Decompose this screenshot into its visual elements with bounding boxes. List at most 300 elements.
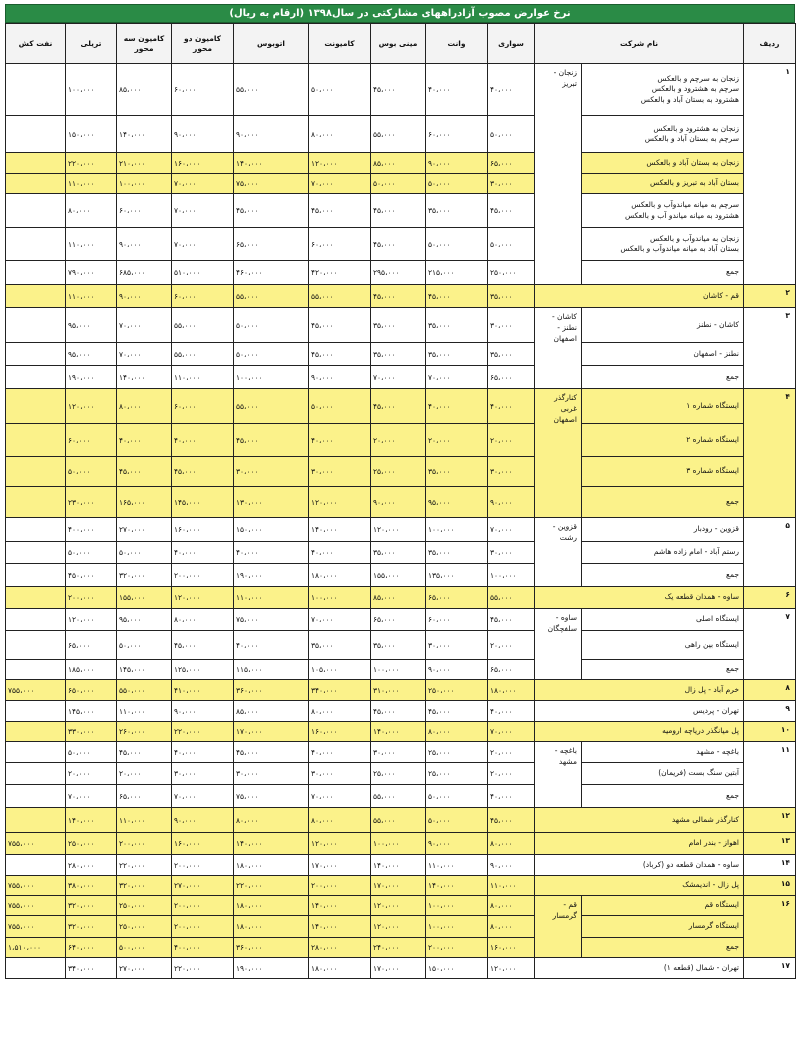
cell-truck: ۷۰،۰۰۰	[309, 785, 371, 808]
cell-truck: ۳۰،۰۰۰	[309, 457, 371, 487]
cell-truck3: ۸۰،۰۰۰	[117, 389, 172, 424]
header-company: نام شرکت	[535, 24, 744, 64]
cell-trailer: ۱۴۵،۰۰۰	[66, 701, 117, 722]
cell-van: ۱۱۰،۰۰۰	[426, 855, 488, 876]
table-row	[6, 261, 796, 285]
cell-trailer: ۳۸۰،۰۰۰	[66, 876, 117, 896]
cell-truck3: ۶۰،۰۰۰	[117, 194, 172, 228]
table-row	[6, 938, 796, 958]
cell-truck3: ۱۱۰،۰۰۰	[117, 808, 172, 833]
cell-sedan: ۳۵،۰۰۰	[488, 285, 535, 308]
cell-truck: ۴۰،۰۰۰	[309, 424, 371, 457]
cell-sedan: ۸۰،۰۰۰	[488, 916, 535, 938]
cell-trailer: ۷۹۰،۰۰۰	[66, 261, 117, 285]
cell-sedan: ۹۰،۰۰۰	[488, 487, 535, 518]
cell-truck3: ۱۶۵،۰۰۰	[117, 487, 172, 518]
cell-total-cost	[6, 958, 66, 979]
cell-truck: ۹۰،۰۰۰	[309, 366, 371, 389]
cell-bus: ۱۹۰،۰۰۰	[234, 958, 309, 979]
header-total-cost: نفت کش	[6, 24, 66, 64]
cell-minibus: ۱۲۰،۰۰۰	[371, 916, 426, 938]
cell-trailer: ۵۰،۰۰۰	[66, 742, 117, 763]
cell-van: ۴۰،۰۰۰	[426, 64, 488, 116]
cell-bus: ۳۶۰،۰۰۰	[234, 938, 309, 958]
table-row	[6, 609, 796, 631]
cell-van: ۳۰،۰۰۰	[426, 631, 488, 660]
cell-bus: ۱۷۰،۰۰۰	[234, 722, 309, 742]
cell-truck: ۱۰۰،۰۰۰	[309, 587, 371, 609]
cell-bus: ۱۱۵،۰۰۰	[234, 660, 309, 680]
cell-sedan: ۲۰،۰۰۰	[488, 763, 535, 785]
header-minibus: مینی بوس	[371, 24, 426, 64]
cell-bus: ۱۴۰،۰۰۰	[234, 833, 309, 855]
cell-truck3: ۵۰،۰۰۰	[117, 631, 172, 660]
cell-truck2: ۶۰،۰۰۰	[172, 285, 234, 308]
cell-truck2: ۳۰،۰۰۰	[172, 763, 234, 785]
cell-radif: ۱۶	[744, 896, 796, 958]
cell-minibus: ۱۴۰،۰۰۰	[371, 722, 426, 742]
cell-sedan: ۳۵،۰۰۰	[488, 343, 535, 366]
cell-truck2: ۹۰،۰۰۰	[172, 701, 234, 722]
cell-truck: ۱۴۰،۰۰۰	[309, 916, 371, 938]
table-row	[6, 722, 796, 742]
cell-trailer: ۱۱۰،۰۰۰	[66, 174, 117, 194]
cell-group: زنجان - تبریز	[535, 64, 582, 285]
cell-truck3: ۱۴۰،۰۰۰	[117, 366, 172, 389]
table-row	[6, 808, 796, 833]
cell-van: ۳۵،۰۰۰	[426, 457, 488, 487]
cell-van: ۱۴۰،۰۰۰	[426, 876, 488, 896]
cell-bus: ۶۵،۰۰۰	[234, 228, 309, 261]
table-row	[6, 343, 796, 366]
cell-trailer: ۶۴۰،۰۰۰	[66, 938, 117, 958]
cell-sedan: ۶۵،۰۰۰	[488, 660, 535, 680]
header-truck: کامیونت	[309, 24, 371, 64]
cell-total-cost	[6, 64, 66, 116]
cell-truck2: ۸۰،۰۰۰	[172, 609, 234, 631]
cell-minibus: ۱۲۰،۰۰۰	[371, 518, 426, 542]
cell-truck: ۱۲۰،۰۰۰	[309, 153, 371, 174]
cell-truck2: ۴۵،۰۰۰	[172, 457, 234, 487]
cell-total-cost	[6, 701, 66, 722]
cell-total-cost	[6, 153, 66, 174]
cell-truck2: ۱۶۰،۰۰۰	[172, 518, 234, 542]
cell-bus: ۵۰،۰۰۰	[234, 308, 309, 343]
cell-truck3: ۶۸۵،۰۰۰	[117, 261, 172, 285]
cell-van: ۲۰،۰۰۰	[426, 424, 488, 457]
cell-total-cost	[6, 228, 66, 261]
cell-trailer: ۸۰،۰۰۰	[66, 194, 117, 228]
table-row	[6, 855, 796, 876]
cell-truck: ۴۵،۰۰۰	[309, 194, 371, 228]
cell-truck2: ۴۰،۰۰۰	[172, 742, 234, 763]
cell-truck3: ۲۰۰،۰۰۰	[117, 833, 172, 855]
cell-van: ۱۵۰،۰۰۰	[426, 958, 488, 979]
cell-truck: ۱۸۰،۰۰۰	[309, 958, 371, 979]
cell-group: قزوین - رشت	[535, 518, 582, 587]
table-row	[6, 228, 796, 261]
cell-company: ایستگاه شماره ۳	[582, 457, 744, 487]
cell-van: ۲۵۰،۰۰۰	[426, 680, 488, 701]
cell-sedan: ۱۶۰،۰۰۰	[488, 938, 535, 958]
cell-company: کنارگذر شمالی مشهد	[535, 808, 744, 833]
cell-company: زنجان به هشترود و بالعکس سرچم به بستان آباد و بالعکس	[582, 116, 744, 153]
cell-van: ۶۰،۰۰۰	[426, 609, 488, 631]
cell-total-cost	[6, 808, 66, 833]
cell-van: ۱۰۰،۰۰۰	[426, 916, 488, 938]
cell-minibus: ۴۵،۰۰۰	[371, 194, 426, 228]
cell-truck3: ۲۵۰،۰۰۰	[117, 916, 172, 938]
cell-company: رستم آباد - امام زاده هاشم	[582, 542, 744, 564]
table-row	[6, 174, 796, 194]
cell-truck2: ۵۵،۰۰۰	[172, 343, 234, 366]
cell-truck: ۱۲۰،۰۰۰	[309, 487, 371, 518]
cell-bus: ۵۵،۰۰۰	[234, 285, 309, 308]
table-row	[6, 587, 796, 609]
cell-sedan: ۵۵،۰۰۰	[488, 587, 535, 609]
cell-truck: ۴۰،۰۰۰	[309, 542, 371, 564]
cell-truck3: ۲۱۰،۰۰۰	[117, 153, 172, 174]
table-header-row	[6, 24, 796, 64]
cell-bus: ۲۲۰،۰۰۰	[234, 876, 309, 896]
cell-truck2: ۷۰،۰۰۰	[172, 174, 234, 194]
cell-van: ۶۰،۰۰۰	[426, 116, 488, 153]
cell-total-cost	[6, 285, 66, 308]
cell-van: ۳۵،۰۰۰	[426, 542, 488, 564]
cell-total-cost	[6, 424, 66, 457]
cell-sedan: ۲۵۰،۰۰۰	[488, 261, 535, 285]
table-row	[6, 389, 796, 424]
cell-total-cost: ۷۵۵،۰۰۰	[6, 896, 66, 916]
cell-bus: ۳۶۰،۰۰۰	[234, 680, 309, 701]
cell-minibus: ۲۰،۰۰۰	[371, 424, 426, 457]
cell-minibus: ۲۵،۰۰۰	[371, 457, 426, 487]
cell-trailer: ۴۰۰،۰۰۰	[66, 518, 117, 542]
table-row	[6, 542, 796, 564]
cell-sedan: ۸۰،۰۰۰	[488, 896, 535, 916]
cell-minibus: ۳۵،۰۰۰	[371, 343, 426, 366]
cell-company: ساوه - همدان قطعه دو (کرباد)	[535, 855, 744, 876]
cell-trailer: ۱۱۰،۰۰۰	[66, 228, 117, 261]
cell-sedan: ۴۵،۰۰۰	[488, 609, 535, 631]
cell-truck2: ۶۰،۰۰۰	[172, 389, 234, 424]
cell-van: ۵۰،۰۰۰	[426, 174, 488, 194]
cell-group: قم - گرمسار	[535, 896, 582, 958]
cell-bus: ۸۵،۰۰۰	[234, 701, 309, 722]
cell-truck3: ۳۲۰،۰۰۰	[117, 876, 172, 896]
cell-company: خرم آباد - پل زال	[535, 680, 744, 701]
cell-company: پل زال - اندیمشک	[535, 876, 744, 896]
cell-truck2: ۲۰۰،۰۰۰	[172, 916, 234, 938]
cell-trailer: ۱۱۰،۰۰۰	[66, 285, 117, 308]
cell-sedan: ۶۵،۰۰۰	[488, 153, 535, 174]
cell-van: ۲۱۵،۰۰۰	[426, 261, 488, 285]
cell-total-cost	[6, 366, 66, 389]
cell-total-cost: ۷۵۵،۰۰۰	[6, 916, 66, 938]
cell-sedan: ۸۰،۰۰۰	[488, 833, 535, 855]
cell-trailer: ۹۵،۰۰۰	[66, 343, 117, 366]
cell-minibus: ۲۹۵،۰۰۰	[371, 261, 426, 285]
cell-truck2: ۴۰۰،۰۰۰	[172, 938, 234, 958]
cell-total-cost	[6, 487, 66, 518]
cell-bus: ۱۸۰،۰۰۰	[234, 916, 309, 938]
cell-van: ۴۵،۰۰۰	[426, 285, 488, 308]
cell-truck3: ۴۵،۰۰۰	[117, 742, 172, 763]
cell-total-cost	[6, 261, 66, 285]
cell-company: جمع	[582, 660, 744, 680]
cell-trailer: ۳۳۰،۰۰۰	[66, 722, 117, 742]
cell-truck3: ۹۰،۰۰۰	[117, 228, 172, 261]
cell-trailer: ۵۰،۰۰۰	[66, 542, 117, 564]
cell-sedan: ۷۰،۰۰۰	[488, 518, 535, 542]
cell-radif: ۱۰	[744, 722, 796, 742]
cell-company: ایستگاه شماره ۱	[582, 389, 744, 424]
cell-van: ۴۵،۰۰۰	[426, 701, 488, 722]
cell-truck: ۴۲۰،۰۰۰	[309, 261, 371, 285]
cell-sedan: ۱۸۰،۰۰۰	[488, 680, 535, 701]
cell-truck: ۸۰،۰۰۰	[309, 701, 371, 722]
cell-minibus: ۳۵،۰۰۰	[371, 631, 426, 660]
cell-radif: ۳	[744, 308, 796, 389]
cell-company: تهران - پردیس	[535, 701, 744, 722]
cell-truck3: ۱۰۰،۰۰۰	[117, 174, 172, 194]
cell-total-cost: ۷۵۵،۰۰۰	[6, 680, 66, 701]
cell-sedan: ۴۵،۰۰۰	[488, 194, 535, 228]
cell-van: ۹۵،۰۰۰	[426, 487, 488, 518]
cell-trailer: ۱۴۰،۰۰۰	[66, 808, 117, 833]
table-row	[6, 916, 796, 938]
cell-minibus: ۹۰،۰۰۰	[371, 487, 426, 518]
cell-radif: ۷	[744, 609, 796, 680]
cell-truck3: ۷۰،۰۰۰	[117, 343, 172, 366]
tariff-table	[5, 23, 796, 979]
cell-radif: ۶	[744, 587, 796, 609]
cell-minibus: ۵۵،۰۰۰	[371, 785, 426, 808]
cell-sedan: ۳۰،۰۰۰	[488, 308, 535, 343]
cell-truck2: ۲۲۰،۰۰۰	[172, 958, 234, 979]
cell-van: ۹۰،۰۰۰	[426, 153, 488, 174]
cell-radif: ۱۵	[744, 876, 796, 896]
document-title: نرخ عوارض مصوب آزادراههای مشارکتی در سال۱۳۹۸ (ارقام به ریال)	[5, 4, 795, 23]
cell-truck2: ۵۵،۰۰۰	[172, 308, 234, 343]
cell-minibus: ۴۵،۰۰۰	[371, 285, 426, 308]
cell-van: ۱۰۰،۰۰۰	[426, 518, 488, 542]
cell-truck3: ۱۴۵،۰۰۰	[117, 660, 172, 680]
cell-truck3: ۴۵،۰۰۰	[117, 457, 172, 487]
cell-truck3: ۲۲۰،۰۰۰	[117, 855, 172, 876]
cell-sedan: ۱۰۰،۰۰۰	[488, 564, 535, 587]
cell-sedan: ۲۰،۰۰۰	[488, 424, 535, 457]
table-row	[6, 424, 796, 457]
header-van: وانت	[426, 24, 488, 64]
cell-minibus: ۳۱۰،۰۰۰	[371, 680, 426, 701]
cell-sedan: ۷۰،۰۰۰	[488, 722, 535, 742]
cell-minibus: ۳۵،۰۰۰	[371, 308, 426, 343]
cell-group: باغچه - مشهد	[535, 742, 582, 808]
cell-truck3: ۹۰،۰۰۰	[117, 285, 172, 308]
table-row	[6, 487, 796, 518]
cell-group: کنارگذر غربی اصفهان	[535, 389, 582, 518]
cell-truck3: ۹۵،۰۰۰	[117, 609, 172, 631]
cell-minibus: ۴۵،۰۰۰	[371, 228, 426, 261]
cell-van: ۳۵،۰۰۰	[426, 194, 488, 228]
cell-van: ۵۰،۰۰۰	[426, 785, 488, 808]
cell-company: جمع	[582, 487, 744, 518]
cell-truck3: ۸۵،۰۰۰	[117, 64, 172, 116]
cell-sedan: ۱۲۰،۰۰۰	[488, 958, 535, 979]
cell-radif: ۱۱	[744, 742, 796, 808]
cell-minibus: ۱۷۰،۰۰۰	[371, 876, 426, 896]
cell-trailer: ۲۳۰،۰۰۰	[66, 487, 117, 518]
cell-trailer: ۱۹۰،۰۰۰	[66, 366, 117, 389]
cell-truck3: ۲۶۰،۰۰۰	[117, 722, 172, 742]
cell-truck3: ۵۰۰،۰۰۰	[117, 938, 172, 958]
cell-company: باغچه - مشهد	[582, 742, 744, 763]
cell-truck3: ۳۲۰،۰۰۰	[117, 564, 172, 587]
cell-truck2: ۴۱۰،۰۰۰	[172, 680, 234, 701]
header-bus: اتوبوس	[234, 24, 309, 64]
header-truck2: کامیون دو محور	[172, 24, 234, 64]
cell-minibus: ۴۵،۰۰۰	[371, 389, 426, 424]
cell-company: زنجان به بستان آباد و بالعکس	[582, 153, 744, 174]
cell-truck2: ۱۶۰،۰۰۰	[172, 153, 234, 174]
cell-company: ساوه - همدان قطعه یک	[535, 587, 744, 609]
table-body	[6, 64, 796, 979]
table-row	[6, 64, 796, 116]
cell-minibus: ۳۵،۰۰۰	[371, 542, 426, 564]
cell-truck: ۱۷۰،۰۰۰	[309, 855, 371, 876]
cell-truck: ۵۵،۰۰۰	[309, 285, 371, 308]
cell-total-cost	[6, 609, 66, 631]
cell-radif: ۵	[744, 518, 796, 587]
cell-radif: ۱	[744, 64, 796, 285]
cell-company: ایستگاه گرمسار	[582, 916, 744, 938]
cell-company: زنجان به سرچم و بالعکس سرچم به هشترود و بالعکس هشترود به بستان آباد و بالعکس	[582, 64, 744, 116]
cell-truck3: ۵۵۰،۰۰۰	[117, 680, 172, 701]
table-row	[6, 896, 796, 916]
cell-trailer: ۳۴۰،۰۰۰	[66, 958, 117, 979]
cell-total-cost	[6, 660, 66, 680]
cell-truck2: ۴۰،۰۰۰	[172, 424, 234, 457]
cell-trailer: ۳۲۰،۰۰۰	[66, 896, 117, 916]
cell-truck: ۱۲۰،۰۰۰	[309, 833, 371, 855]
table-row	[6, 742, 796, 763]
cell-total-cost	[6, 742, 66, 763]
cell-trailer: ۲۰۰،۰۰۰	[66, 587, 117, 609]
cell-trailer: ۱۰۰،۰۰۰	[66, 64, 117, 116]
cell-truck: ۵۰،۰۰۰	[309, 64, 371, 116]
cell-company: جمع	[582, 261, 744, 285]
cell-truck: ۱۸۰،۰۰۰	[309, 564, 371, 587]
cell-truck: ۱۴۰،۰۰۰	[309, 896, 371, 916]
cell-trailer: ۱۸۵،۰۰۰	[66, 660, 117, 680]
cell-van: ۱۰۰،۰۰۰	[426, 896, 488, 916]
cell-truck: ۴۵،۰۰۰	[309, 308, 371, 343]
cell-trailer: ۲۸۰،۰۰۰	[66, 855, 117, 876]
cell-sedan: ۳۰،۰۰۰	[488, 457, 535, 487]
cell-trailer: ۶۵۰،۰۰۰	[66, 680, 117, 701]
cell-sedan: ۵۰،۰۰۰	[488, 116, 535, 153]
cell-bus: ۴۰،۰۰۰	[234, 542, 309, 564]
cell-bus: ۴۵،۰۰۰	[234, 194, 309, 228]
cell-trailer: ۱۵۰،۰۰۰	[66, 116, 117, 153]
cell-bus: ۱۱۰،۰۰۰	[234, 587, 309, 609]
cell-sedan: ۴۰،۰۰۰	[488, 64, 535, 116]
table-row	[6, 194, 796, 228]
cell-minibus: ۸۵،۰۰۰	[371, 587, 426, 609]
cell-company: اهواز - بندر امام	[535, 833, 744, 855]
cell-truck2: ۱۱۰،۰۰۰	[172, 366, 234, 389]
table-row	[6, 518, 796, 542]
cell-van: ۵۰،۰۰۰	[426, 228, 488, 261]
cell-company: قزوین - رودبار	[582, 518, 744, 542]
table-row	[6, 763, 796, 785]
header-sedan: سواری	[488, 24, 535, 64]
cell-truck: ۵۰،۰۰۰	[309, 389, 371, 424]
cell-bus: ۷۵،۰۰۰	[234, 785, 309, 808]
cell-truck2: ۶۰،۰۰۰	[172, 64, 234, 116]
cell-total-cost	[6, 542, 66, 564]
cell-total-cost	[6, 763, 66, 785]
table-row	[6, 457, 796, 487]
cell-truck3: ۷۰،۰۰۰	[117, 308, 172, 343]
table-row	[6, 660, 796, 680]
cell-van: ۴۰،۰۰۰	[426, 389, 488, 424]
tariff-document	[5, 4, 795, 1030]
cell-total-cost	[6, 855, 66, 876]
cell-van: ۳۵،۰۰۰	[426, 308, 488, 343]
cell-company: جمع	[582, 564, 744, 587]
cell-minibus: ۵۵،۰۰۰	[371, 808, 426, 833]
cell-sedan: ۲۰،۰۰۰	[488, 631, 535, 660]
cell-truck: ۸۰،۰۰۰	[309, 808, 371, 833]
cell-van: ۲۵،۰۰۰	[426, 742, 488, 763]
cell-trailer: ۶۵،۰۰۰	[66, 631, 117, 660]
cell-total-cost	[6, 631, 66, 660]
cell-van: ۳۵،۰۰۰	[426, 343, 488, 366]
cell-radif: ۱۷	[744, 958, 796, 979]
cell-truck2: ۷۰،۰۰۰	[172, 228, 234, 261]
cell-radif: ۴	[744, 389, 796, 518]
cell-company: نطنز - اصفهان	[582, 343, 744, 366]
cell-trailer: ۳۲۰،۰۰۰	[66, 916, 117, 938]
cell-truck3: ۱۱۰،۰۰۰	[117, 701, 172, 722]
cell-sedan: ۵۰،۰۰۰	[488, 228, 535, 261]
cell-company: آبتین سنگ بست (فریمان)	[582, 763, 744, 785]
table-row	[6, 785, 796, 808]
cell-total-cost	[6, 722, 66, 742]
cell-company: ایستگاه اصلی	[582, 609, 744, 631]
cell-truck2: ۷۰،۰۰۰	[172, 785, 234, 808]
cell-minibus: ۴۵،۰۰۰	[371, 701, 426, 722]
cell-bus: ۱۵۰،۰۰۰	[234, 518, 309, 542]
table-row	[6, 680, 796, 701]
cell-company: جمع	[582, 785, 744, 808]
table-row	[6, 366, 796, 389]
cell-bus: ۵۵،۰۰۰	[234, 64, 309, 116]
cell-company: ایستگاه قم	[582, 896, 744, 916]
cell-company: ایستگاه شماره ۲	[582, 424, 744, 457]
cell-trailer: ۴۵۰،۰۰۰	[66, 564, 117, 587]
cell-truck2: ۵۱۰،۰۰۰	[172, 261, 234, 285]
cell-truck2: ۱۴۵،۰۰۰	[172, 487, 234, 518]
cell-company: بستان آباد به تبریز و بالعکس	[582, 174, 744, 194]
cell-bus: ۱۰۰،۰۰۰	[234, 366, 309, 389]
header-trailer: تریلی	[66, 24, 117, 64]
cell-minibus: ۱۷۰،۰۰۰	[371, 958, 426, 979]
cell-bus: ۴۵،۰۰۰	[234, 742, 309, 763]
cell-trailer: ۲۲۰،۰۰۰	[66, 153, 117, 174]
